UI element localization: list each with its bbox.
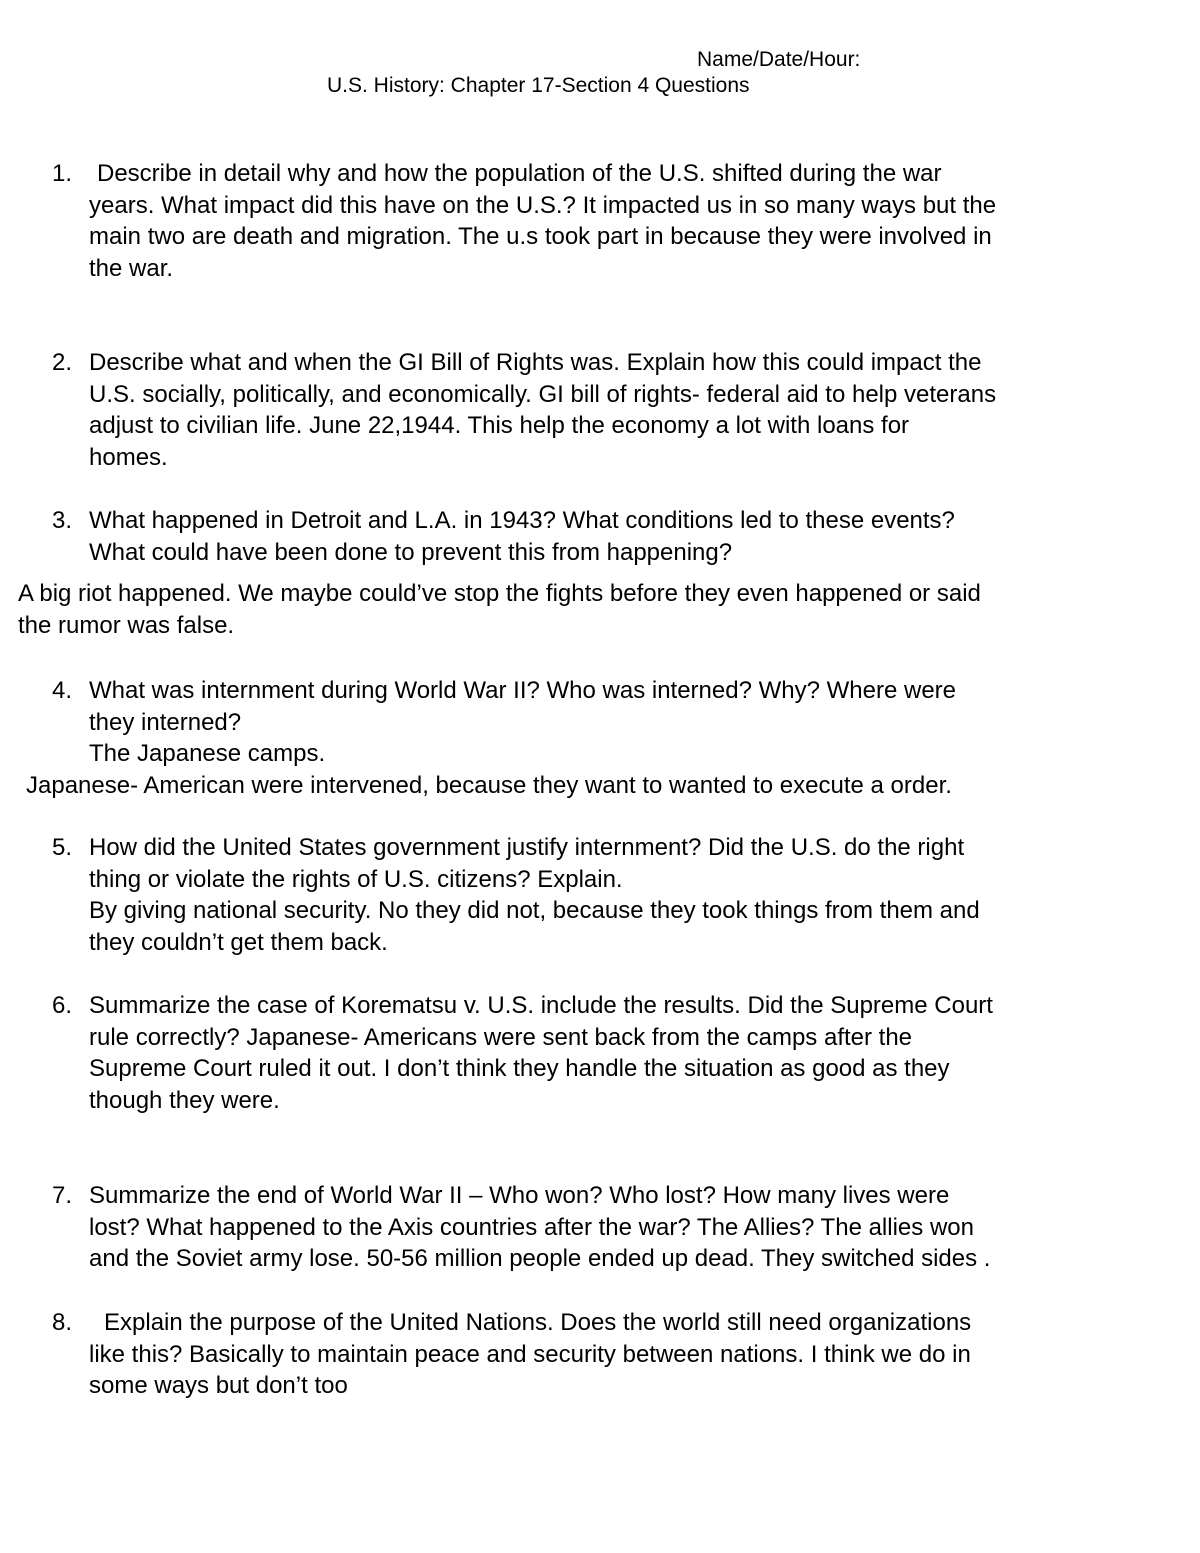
question-line: Explain the purpose of the United Nations. Does the world still need organizations xyxy=(104,1309,972,1336)
question-line: homes. xyxy=(89,443,168,471)
question-line: adjust to civilian life. June 22,1944. This help the economy a lot with loans for xyxy=(89,412,910,439)
question-line: years. What impact did this have on the U.S.? It impacted us in so many ways but the xyxy=(89,191,997,219)
question-line: like this? Basically to maintain peace and security between nations. I think we do in xyxy=(89,1340,971,1368)
question-line: the war. xyxy=(89,254,174,282)
question-line: thing or violate the rights of U.S. citizens? Explain. xyxy=(89,865,623,893)
answer-line: The Japanese camps. xyxy=(89,740,326,767)
name-date-hour-label: Name/Date/Hour: xyxy=(697,48,861,71)
question-text xyxy=(89,990,1149,1116)
question-line: rule correctly? Japanese- Americans were sent back from the camps after the xyxy=(89,1023,913,1051)
question-number: 2. xyxy=(52,349,73,376)
question-line: Describe in detail why and how the population of the U.S. shifted during the war xyxy=(97,160,942,187)
question-line: and the Soviet army lose. 50-56 million people ended up dead. They switched sides . xyxy=(89,1245,991,1272)
question-line: some ways but don’t too xyxy=(89,1372,348,1399)
answer-line: Japanese- American were intervened, because they want to wanted to execute a order. xyxy=(26,771,952,799)
answer-line: By giving national security. No they did not, because they took things from them and xyxy=(89,897,980,924)
question-number: 1. xyxy=(52,160,73,187)
question-number: 6. xyxy=(52,992,73,1019)
question-number: 4. xyxy=(52,677,73,704)
question-line: What could have been done to prevent this from happening? xyxy=(89,538,733,566)
question-number: 5. xyxy=(52,834,73,861)
question-text xyxy=(89,347,1149,473)
answer-line: A big riot happened. We maybe could’ve stop the fights before they even happened or said xyxy=(18,580,981,607)
worksheet-title: U.S. History: Chapter 17-Section 4 Questions xyxy=(327,74,750,97)
question-text xyxy=(89,1307,1149,1402)
question-line: main two are death and migration. The u.s took part in because they were involved in xyxy=(89,223,992,250)
question-line: What happened in Detroit and L.A. in 1943? What conditions led to these events? xyxy=(89,507,955,534)
question-line: Summarize the end of World War II – Who won? Who lost? How many lives were xyxy=(89,1182,950,1209)
question-line: What was internment during World War II? Who was interned? Why? Where were xyxy=(89,677,956,704)
question-line: though they were. xyxy=(89,1086,280,1114)
question-line: Describe what and when the GI Bill of Rights was. Explain how this could impact the xyxy=(89,349,982,376)
question-line: How did the United States government justify internment? Did the U.S. do the right xyxy=(89,834,965,861)
question-line: they interned? xyxy=(89,708,242,736)
question-line: Supreme Court ruled it out. I don’t think they handle the situation as good as they xyxy=(89,1055,950,1082)
question-text xyxy=(18,505,1149,641)
question-number: 8. xyxy=(52,1309,73,1336)
answer-line: the rumor was false. xyxy=(18,611,235,639)
answer-line: they couldn’t get them back. xyxy=(89,928,388,956)
question-line: U.S. socially, politically, and economically. GI bill of rights- federal aid to help veterans xyxy=(89,380,997,408)
question-text xyxy=(89,832,1149,958)
question-number: 3. xyxy=(52,507,73,534)
question-text xyxy=(26,675,1149,801)
question-line: Summarize the case of Korematsu v. U.S. include the results. Did the Supreme Court xyxy=(89,992,993,1019)
question-number: 7. xyxy=(52,1182,73,1209)
question-text xyxy=(89,1180,1149,1275)
question-text xyxy=(89,158,1149,284)
question-line: lost? What happened to the Axis countries after the war? The Allies? The allies won xyxy=(89,1213,974,1241)
